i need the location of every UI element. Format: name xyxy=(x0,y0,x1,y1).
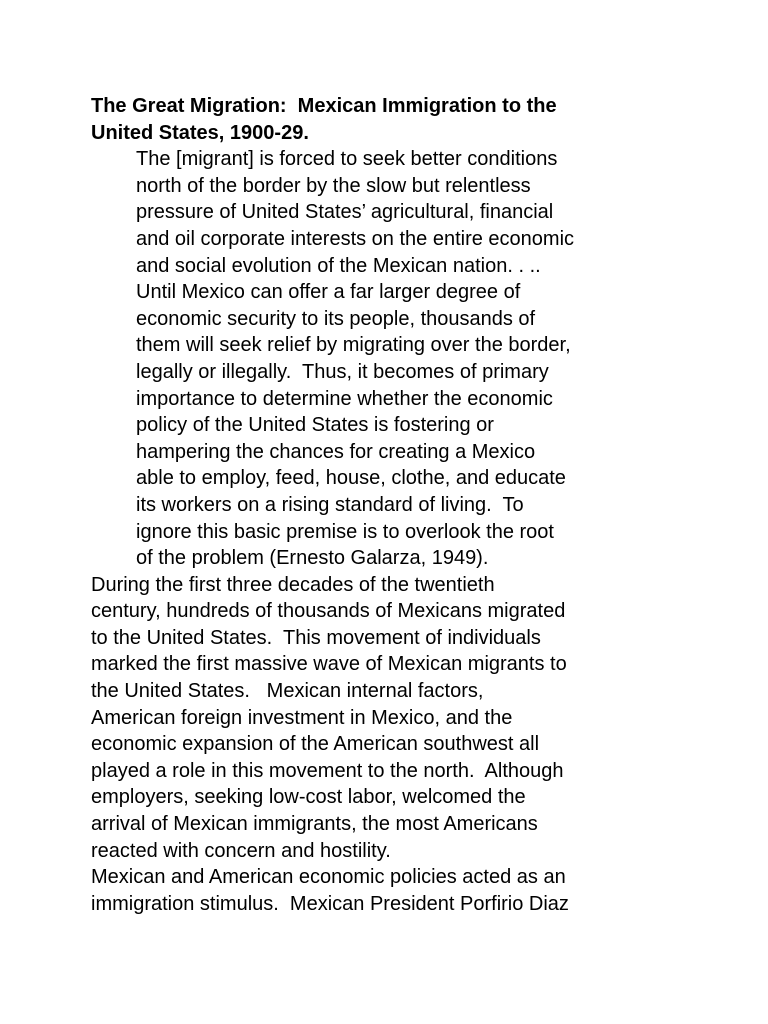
body-paragraph xyxy=(91,572,651,865)
paragraph-line: employers, seeking low-cost labor, welcomed the xyxy=(91,786,526,809)
quote-line: importance to determine whether the economic xyxy=(136,387,553,410)
block-quote xyxy=(136,146,641,572)
quote-line: policy of the United States is fostering or xyxy=(136,414,494,437)
quote-line: north of the border by the slow but relentless xyxy=(136,174,531,197)
quote-line: pressure of United States’ agricultural, financial xyxy=(136,201,554,224)
quote-line: and oil corporate interests on the entire economic xyxy=(136,227,575,250)
paragraph-line: Mexican and American economic policies acted as an xyxy=(91,866,566,889)
paragraph-line: marked the first massive wave of Mexican migrants to xyxy=(91,653,567,676)
paragraph-line: immigration stimulus. Mexican President Porfirio Diaz xyxy=(91,892,569,915)
paragraph-line: During the first three decades of the twentieth xyxy=(91,573,495,596)
document-page xyxy=(91,93,651,917)
quote-line: Until Mexico can offer a far larger degree of xyxy=(136,281,521,304)
quote-line: legally or illegally. Thus, it becomes of primary xyxy=(136,360,549,383)
quote-line: of the problem (Ernesto Galarza, 1949). xyxy=(136,547,489,570)
paragraph-line: to the United States. This movement of individuals xyxy=(91,626,541,649)
quote-line: ignore this basic premise is to overlook the root xyxy=(136,520,554,543)
paragraph-line: century, hundreds of thousands of Mexicans migrated xyxy=(91,600,566,623)
quote-line: its workers on a rising standard of living. To xyxy=(136,493,524,516)
quote-line: them will seek relief by migrating over the border, xyxy=(136,334,571,357)
quote-line: able to employ, feed, house, clothe, and educate xyxy=(136,467,566,490)
document-title xyxy=(91,93,651,146)
quote-line: economic security to its people, thousands of xyxy=(136,307,536,330)
quote-line: and social evolution of the Mexican nation. . .. xyxy=(136,254,541,277)
quote-line: hampering the chances for creating a Mexico xyxy=(136,440,536,463)
title-line: United States, 1900-29. xyxy=(91,121,309,144)
paragraph-line: American foreign investment in Mexico, and the xyxy=(91,706,513,729)
paragraph-line: played a role in this movement to the north. Although xyxy=(91,759,564,782)
paragraph-line: reacted with concern and hostility. xyxy=(91,839,391,862)
quote-line: The [migrant] is forced to seek better conditions xyxy=(136,148,558,171)
body-paragraph xyxy=(91,864,651,917)
paragraph-line: arrival of Mexican immigrants, the most Americans xyxy=(91,813,538,836)
title-line: The Great Migration: Mexican Immigration to the xyxy=(91,95,557,117)
paragraph-line: economic expansion of the American southwest all xyxy=(91,733,540,756)
paragraph-line: the United States. Mexican internal factors, xyxy=(91,680,484,703)
